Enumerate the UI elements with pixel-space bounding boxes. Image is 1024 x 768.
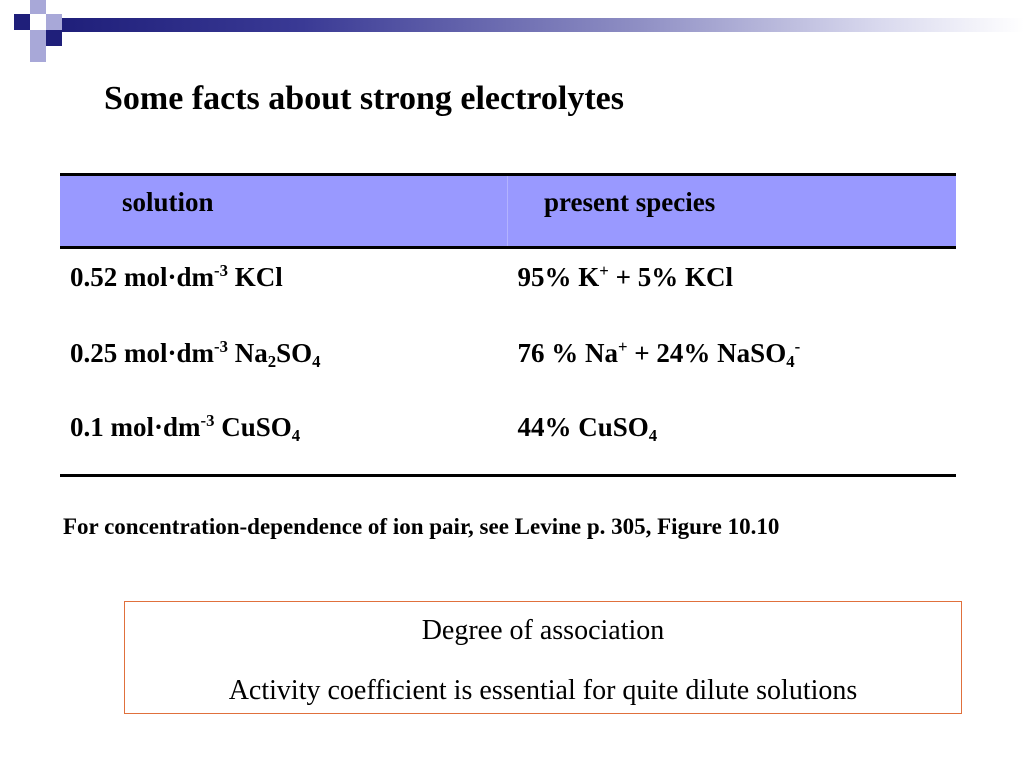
decor-square — [30, 46, 46, 62]
decor-square — [46, 14, 62, 30]
table-row — [60, 248, 956, 324]
cell-solution: 0.25 $mol\cdot dm^{-3}$ $Na_2SO_4$ — [70, 336, 321, 371]
summary-line-1: Degree of association — [421, 615, 665, 646]
decor-square — [14, 14, 30, 30]
decor-square — [46, 30, 62, 46]
cell-species: 76 % Na+ + 24% NaSO$_4$- — [517, 336, 801, 371]
header-present-species: present species — [508, 175, 957, 248]
electrolyte-table — [60, 173, 956, 477]
table-header-row — [60, 175, 956, 248]
decor-square — [30, 30, 46, 46]
summary-box — [124, 601, 962, 714]
page-title: Some facts about strong electrolytes — [104, 80, 624, 117]
decor-gradient-bar — [62, 18, 1024, 32]
header-solution: solution — [60, 175, 508, 248]
summary-line-2: Activity coefficient is essential for quite dilute solutions — [228, 675, 858, 706]
table-row — [60, 324, 956, 398]
cell-species: 44% CuSO$_4$ — [508, 398, 957, 476]
cell-solution: 0.1 $mol\cdot dm^{-3}$ CuSO$_4$ — [60, 398, 508, 476]
reference-note: For concentration-dependence of ion pair, see Levine p. 305, Figure 10.10 — [63, 514, 780, 539]
decor-square — [30, 0, 46, 14]
table-row — [60, 398, 956, 476]
cell-species: 95% K+ + 5% KCl — [517, 260, 733, 292]
cell-solution: 0.52 $mol\cdot dm^{-3}$ KCl — [70, 260, 283, 292]
